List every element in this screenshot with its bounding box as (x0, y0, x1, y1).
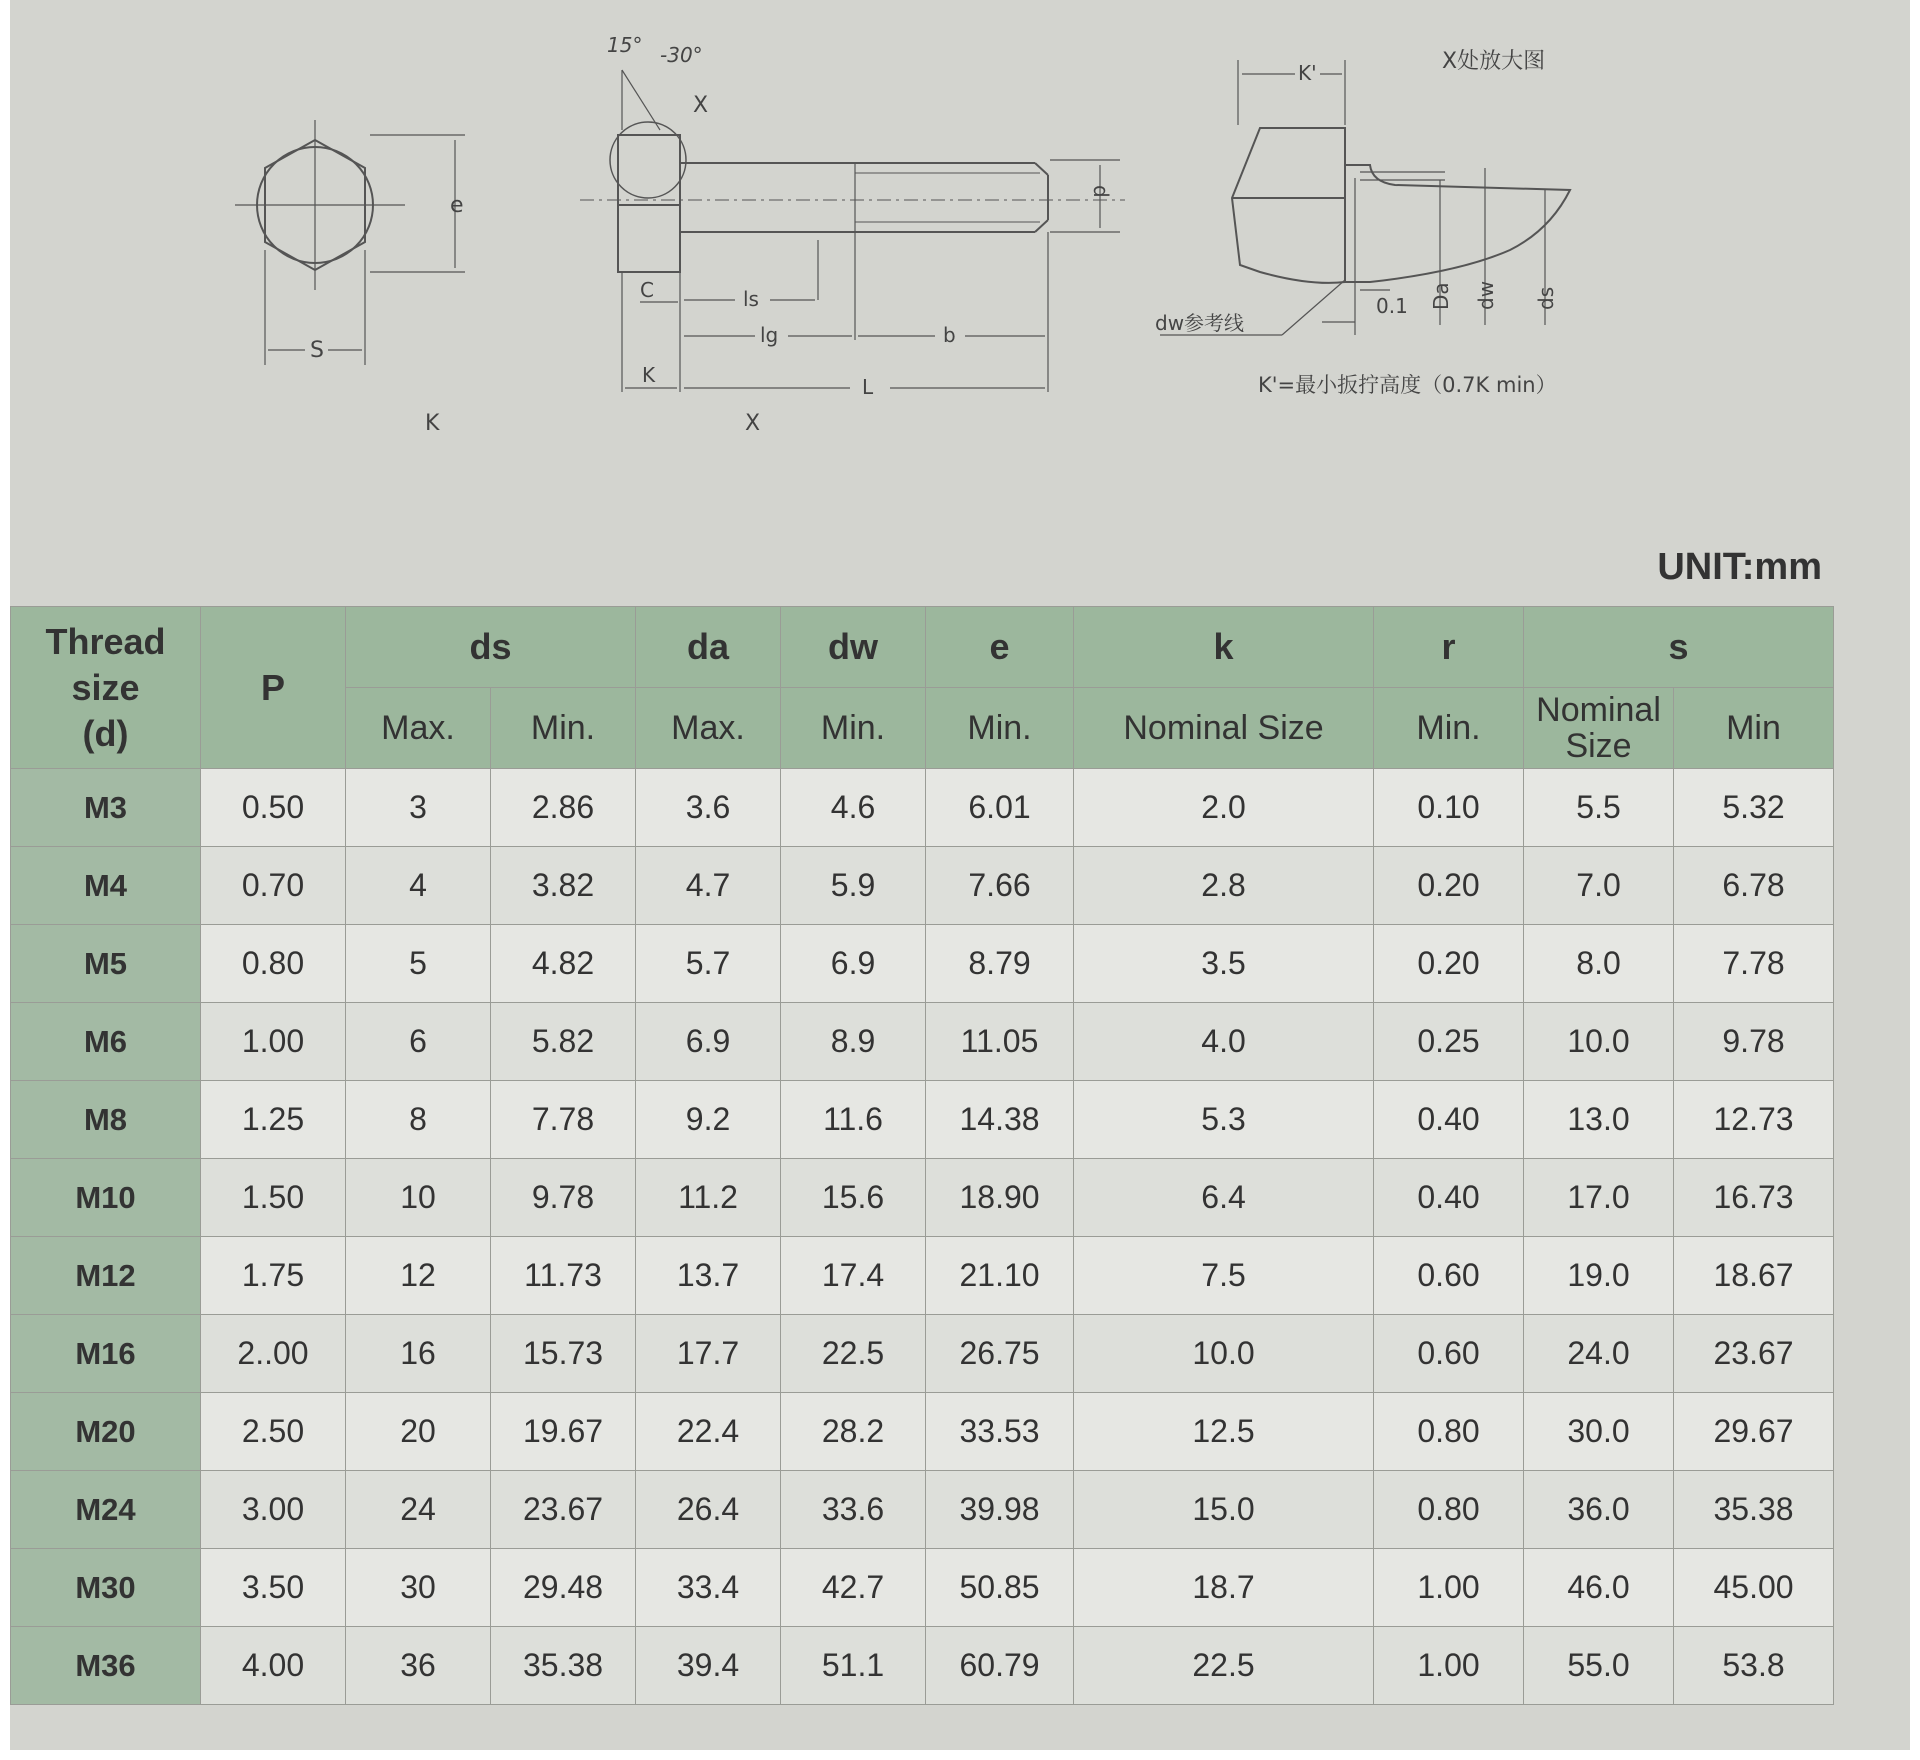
cell-p: 3.50 (201, 1549, 346, 1627)
cell-k-nominal: 12.5 (1074, 1393, 1374, 1471)
cell-s-min: 12.73 (1674, 1081, 1834, 1159)
cell-e-min: 21.10 (926, 1237, 1074, 1315)
header-dw: dw (781, 607, 926, 688)
cell-s-nominal: 17.0 (1524, 1159, 1674, 1237)
cell-r-min: 0.60 (1374, 1237, 1524, 1315)
table-body (11, 769, 1834, 1705)
cell-ds-max: 3 (346, 769, 491, 847)
cell-s-min: 29.67 (1674, 1393, 1834, 1471)
subheader-r-min: Min. (1374, 688, 1524, 769)
cell-da-max: 17.7 (636, 1315, 781, 1393)
cell-s-nominal: 10.0 (1524, 1003, 1674, 1081)
cell-thread-size: M4 (11, 847, 201, 925)
cell-p: 0.50 (201, 769, 346, 847)
subheader-ds-max: Max. (346, 688, 491, 769)
cell-ds-max: 36 (346, 1627, 491, 1705)
cell-r-min: 0.40 (1374, 1159, 1524, 1237)
cell-ds-min: 7.78 (491, 1081, 636, 1159)
cell-thread-size: M10 (11, 1159, 201, 1237)
cell-dw-min: 4.6 (781, 769, 926, 847)
table-row (11, 1627, 1834, 1705)
cell-ds-max: 24 (346, 1471, 491, 1549)
cell-dw-min: 15.6 (781, 1159, 926, 1237)
cell-ds-max: 6 (346, 1003, 491, 1081)
cell-e-min: 14.38 (926, 1081, 1074, 1159)
cell-da-max: 11.2 (636, 1159, 781, 1237)
table-row (11, 1471, 1834, 1549)
cell-s-nominal: 8.0 (1524, 925, 1674, 1003)
cell-ds-max: 10 (346, 1159, 491, 1237)
header-thread-line2: size (71, 666, 140, 708)
dw-reference-line-label: dw参考线 (1155, 311, 1245, 335)
cell-ds-min: 3.82 (491, 847, 636, 925)
subheader-s-min: Min (1674, 688, 1834, 769)
cell-s-min: 7.78 (1674, 925, 1834, 1003)
header-s: s (1524, 607, 1834, 688)
cell-thread-size: M6 (11, 1003, 201, 1081)
table-row (11, 1003, 1834, 1081)
cell-s-min: 16.73 (1674, 1159, 1834, 1237)
dim-l-label: L (862, 375, 874, 399)
cell-e-min: 8.79 (926, 925, 1074, 1003)
cell-s-nominal: 55.0 (1524, 1627, 1674, 1705)
cell-dw-min: 17.4 (781, 1237, 926, 1315)
dim-ds-label: ds (1534, 286, 1558, 310)
dim-b-label: b (943, 323, 956, 347)
cell-e-min: 50.85 (926, 1549, 1074, 1627)
header-r: r (1374, 607, 1524, 688)
cell-k-nominal: 4.0 (1074, 1003, 1374, 1081)
side-view-caption: X (745, 411, 761, 436)
cell-r-min: 0.20 (1374, 925, 1524, 1003)
cell-ds-min: 2.86 (491, 769, 636, 847)
cell-da-max: 9.2 (636, 1081, 781, 1159)
cell-ds-max: 4 (346, 847, 491, 925)
cell-s-min: 53.8 (1674, 1627, 1834, 1705)
header-da: da (636, 607, 781, 688)
header-p: P (201, 607, 346, 769)
spec-sheet (10, 0, 1910, 1750)
header-thread-size (11, 607, 201, 769)
cell-thread-size: M30 (11, 1549, 201, 1627)
cell-s-nominal: 13.0 (1524, 1081, 1674, 1159)
cell-da-max: 4.7 (636, 847, 781, 925)
cell-e-min: 7.66 (926, 847, 1074, 925)
cell-da-max: 39.4 (636, 1627, 781, 1705)
cell-s-nominal: 5.5 (1524, 769, 1674, 847)
cell-da-max: 13.7 (636, 1237, 781, 1315)
hex-head-view (235, 120, 465, 436)
cell-r-min: 0.80 (1374, 1471, 1524, 1549)
header-k: k (1074, 607, 1374, 688)
detail-x-circle (610, 122, 686, 198)
cell-da-max: 22.4 (636, 1393, 781, 1471)
cell-s-min: 6.78 (1674, 847, 1834, 925)
dim-kprime-label: K' (1298, 61, 1317, 85)
subheader-s-nominal-line2: Size (1565, 727, 1632, 765)
header-thread-line1: Thread (45, 620, 166, 662)
cell-e-min: 39.98 (926, 1471, 1074, 1549)
cell-da-max: 26.4 (636, 1471, 781, 1549)
cell-e-min: 6.01 (926, 769, 1074, 847)
cell-p: 2.50 (201, 1393, 346, 1471)
kprime-note: K'=最小扳拧高度（0.7K min） (1258, 373, 1557, 397)
table-row (11, 1393, 1834, 1471)
cell-ds-min: 9.78 (491, 1159, 636, 1237)
cell-s-nominal: 19.0 (1524, 1237, 1674, 1315)
cell-ds-min: 4.82 (491, 925, 636, 1003)
table-row (11, 1315, 1834, 1393)
cell-dw-min: 8.9 (781, 1003, 926, 1081)
dim-c-label: C (640, 278, 654, 302)
cell-p: 4.00 (201, 1627, 346, 1705)
cell-thread-size: M24 (11, 1471, 201, 1549)
cell-k-nominal: 3.5 (1074, 925, 1374, 1003)
cell-thread-size: M20 (11, 1393, 201, 1471)
cell-e-min: 11.05 (926, 1003, 1074, 1081)
subheader-k-nominal: Nominal Size (1074, 688, 1374, 769)
cell-s-nominal: 30.0 (1524, 1393, 1674, 1471)
cell-r-min: 0.10 (1374, 769, 1524, 847)
cell-s-nominal: 36.0 (1524, 1471, 1674, 1549)
cell-dw-min: 33.6 (781, 1471, 926, 1549)
cell-ds-max: 12 (346, 1237, 491, 1315)
cell-ds-min: 15.73 (491, 1315, 636, 1393)
cell-r-min: 1.00 (1374, 1549, 1524, 1627)
table-row (11, 847, 1834, 925)
cell-dw-min: 51.1 (781, 1627, 926, 1705)
cell-dw-min: 5.9 (781, 847, 926, 925)
cell-ds-min: 5.82 (491, 1003, 636, 1081)
cell-k-nominal: 2.8 (1074, 847, 1374, 925)
cell-s-min: 18.67 (1674, 1237, 1834, 1315)
subheader-da-max: Max. (636, 688, 781, 769)
cell-ds-min: 19.67 (491, 1393, 636, 1471)
cell-p: 1.00 (201, 1003, 346, 1081)
cell-k-nominal: 5.3 (1074, 1081, 1374, 1159)
cell-k-nominal: 7.5 (1074, 1237, 1374, 1315)
cell-r-min: 1.00 (1374, 1627, 1524, 1705)
cell-s-min: 45.00 (1674, 1549, 1834, 1627)
cell-p: 1.75 (201, 1237, 346, 1315)
unit-label: UNIT:mm (1657, 546, 1822, 588)
cell-p: 2..00 (201, 1315, 346, 1393)
table-row (11, 1159, 1834, 1237)
detail-head-outline (1232, 128, 1345, 283)
subheader-dw-min: Min. (781, 688, 926, 769)
table-row (11, 1549, 1834, 1627)
subheader-e-min: Min. (926, 688, 1074, 769)
cell-ds-max: 16 (346, 1315, 491, 1393)
cell-k-nominal: 2.0 (1074, 769, 1374, 847)
head-view-caption: K (425, 411, 440, 436)
technical-drawing (10, 0, 1910, 475)
cell-thread-size: M36 (11, 1627, 201, 1705)
cell-ds-min: 35.38 (491, 1627, 636, 1705)
table-row (11, 925, 1834, 1003)
table-row (11, 1081, 1834, 1159)
cell-s-nominal: 7.0 (1524, 847, 1674, 925)
cell-ds-max: 5 (346, 925, 491, 1003)
cell-thread-size: M12 (11, 1237, 201, 1315)
angle-30-label: -30° (660, 43, 703, 67)
dim-01-label: 0.1 (1376, 294, 1408, 318)
dim-ls-label: ls (743, 287, 759, 311)
cell-dw-min: 11.6 (781, 1081, 926, 1159)
cell-thread-size: M5 (11, 925, 201, 1003)
cell-da-max: 6.9 (636, 1003, 781, 1081)
cell-thread-size: M16 (11, 1315, 201, 1393)
cell-k-nominal: 15.0 (1074, 1471, 1374, 1549)
table-group-header-row (11, 607, 1834, 688)
cell-da-max: 3.6 (636, 769, 781, 847)
cell-e-min: 60.79 (926, 1627, 1074, 1705)
cell-s-nominal: 46.0 (1524, 1549, 1674, 1627)
cell-da-max: 5.7 (636, 925, 781, 1003)
header-thread-line3: (d) (82, 712, 129, 754)
cell-s-nominal: 24.0 (1524, 1315, 1674, 1393)
cell-p: 0.70 (201, 847, 346, 925)
bolt-side-view (580, 33, 1125, 436)
cell-r-min: 0.40 (1374, 1081, 1524, 1159)
subheader-s-nominal-line1: Nominal (1536, 691, 1661, 729)
cell-s-min: 5.32 (1674, 769, 1834, 847)
cell-p: 0.80 (201, 925, 346, 1003)
cell-dw-min: 22.5 (781, 1315, 926, 1393)
cell-dw-min: 42.7 (781, 1549, 926, 1627)
cell-k-nominal: 22.5 (1074, 1627, 1374, 1705)
cell-k-nominal: 10.0 (1074, 1315, 1374, 1393)
header-e: e (926, 607, 1074, 688)
angle-15-label: 15° (607, 33, 643, 57)
cell-k-nominal: 6.4 (1074, 1159, 1374, 1237)
dim-k-label: K (642, 363, 656, 387)
detail-x-view (1155, 49, 1570, 397)
cell-da-max: 33.4 (636, 1549, 781, 1627)
dim-e-label: e (450, 193, 464, 218)
cell-s-min: 9.78 (1674, 1003, 1834, 1081)
cell-ds-max: 20 (346, 1393, 491, 1471)
dim-s-label: S (310, 338, 324, 363)
cell-e-min: 33.53 (926, 1393, 1074, 1471)
cell-thread-size: M3 (11, 769, 201, 847)
cell-ds-min: 23.67 (491, 1471, 636, 1549)
cell-r-min: 0.80 (1374, 1393, 1524, 1471)
cell-p: 3.00 (201, 1471, 346, 1549)
header-ds: ds (346, 607, 636, 688)
cell-r-min: 0.60 (1374, 1315, 1524, 1393)
dim-lg-label: lg (760, 323, 779, 347)
cell-e-min: 26.75 (926, 1315, 1074, 1393)
cell-ds-min: 11.73 (491, 1237, 636, 1315)
cell-r-min: 0.25 (1374, 1003, 1524, 1081)
cell-s-min: 23.67 (1674, 1315, 1834, 1393)
cell-s-min: 35.38 (1674, 1471, 1834, 1549)
cell-p: 1.25 (201, 1081, 346, 1159)
cell-thread-size: M8 (11, 1081, 201, 1159)
cell-ds-min: 29.48 (491, 1549, 636, 1627)
table-row (11, 769, 1834, 847)
table-row (11, 1237, 1834, 1315)
cell-p: 1.50 (201, 1159, 346, 1237)
cell-dw-min: 6.9 (781, 925, 926, 1003)
subheader-s-nominal (1524, 688, 1674, 769)
dim-da-label: Da (1429, 282, 1453, 310)
detail-title: X处放大图 (1442, 49, 1546, 74)
cell-e-min: 18.90 (926, 1159, 1074, 1237)
cell-ds-max: 8 (346, 1081, 491, 1159)
bolt-head-profile (618, 135, 680, 272)
cell-ds-max: 30 (346, 1549, 491, 1627)
detail-x-marker: X (693, 93, 709, 118)
dim-dw-label: dw (1474, 280, 1498, 310)
cell-dw-min: 28.2 (781, 1393, 926, 1471)
bolt-dimension-table (10, 606, 1834, 1705)
cell-k-nominal: 18.7 (1074, 1549, 1374, 1627)
subheader-ds-min: Min. (491, 688, 636, 769)
cell-r-min: 0.20 (1374, 847, 1524, 925)
dim-d-label: d (1089, 185, 1113, 198)
